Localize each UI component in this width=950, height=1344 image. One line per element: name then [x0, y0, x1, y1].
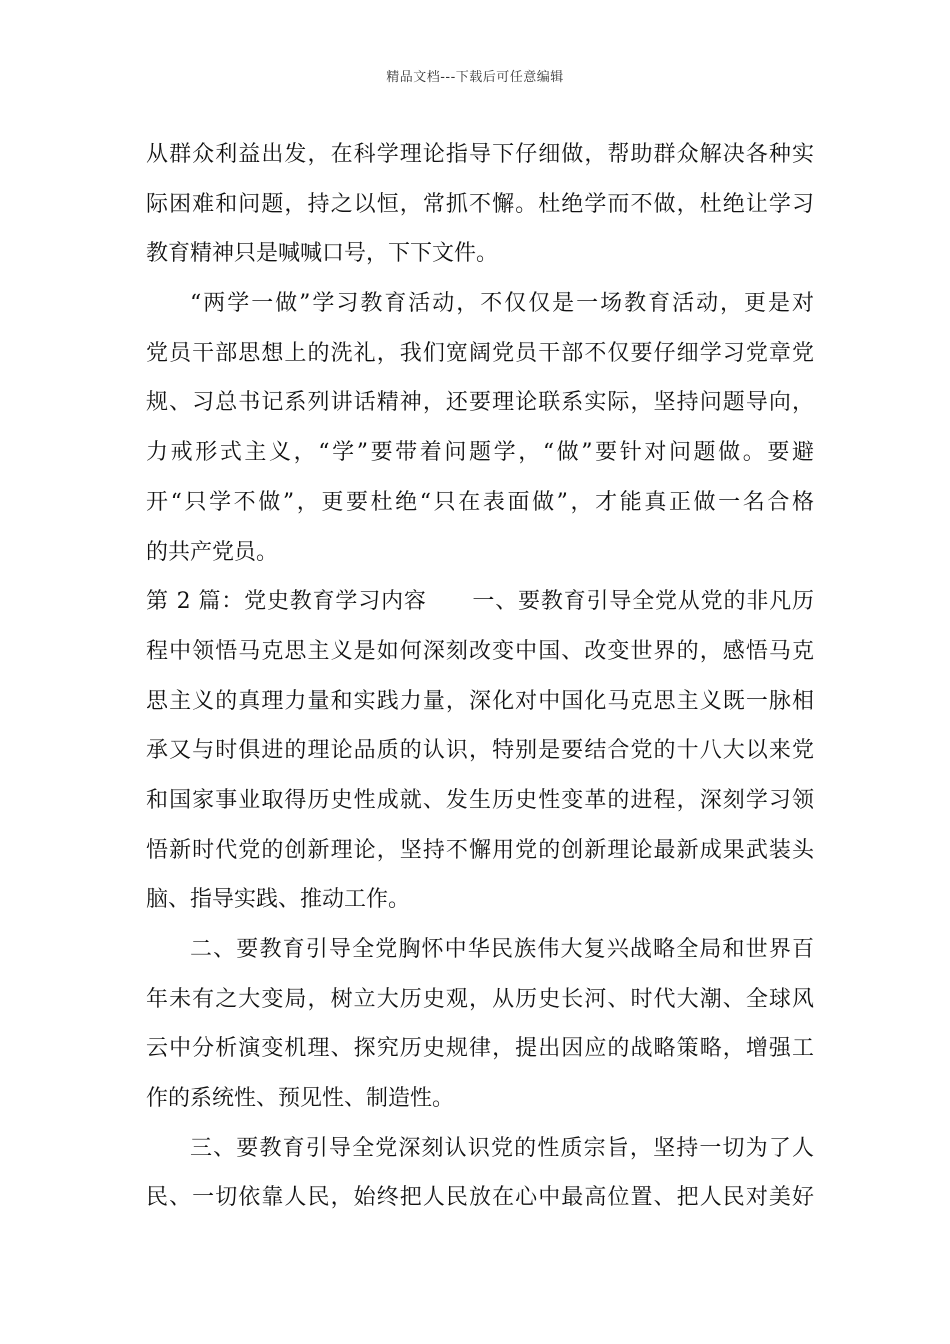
- text-line: 从群众利益出发，在科学理论指导下仔细做，帮助群众解决各种实: [146, 142, 814, 167]
- text-line: 作的系统性、预见性、制造性。: [146, 1086, 455, 1112]
- text-line: 程中领悟马克思主义是如何深刻改变中国、改变世界的，感悟马克: [146, 638, 814, 664]
- text-line: 民、一切依靠人民，始终把人民放在心中最高位置、把人民对美好: [146, 1185, 814, 1211]
- text-line: 开“只学不做”，更要杜绝“只在表面做”，才能真正做一名合格: [146, 489, 814, 515]
- text-line: 思主义的真理力量和实践力量，深化对中国化马克思主义既一脉相: [146, 688, 814, 714]
- text-line: 力戒形式主义，“学”要带着问题学，“做”要针对问题做。要避: [146, 440, 814, 466]
- text-line: 和国家事业取得历史性成就、发生历史性变革的进程，深刻学习领: [146, 787, 814, 813]
- text-line: 承又与时俱进的理论品质的认识，特别是要结合党的十八大以来党: [146, 738, 814, 764]
- page-header: 精品文档---下载后可任意编辑: [386, 70, 564, 85]
- text-line: 的共产党员。: [146, 539, 279, 565]
- text-line: 教育精神只是喊喊口号，下下文件。: [146, 241, 499, 267]
- text-line: 年未有之大变局，树立大历史观，从历史长河、时代大潮、全球风: [146, 986, 814, 1012]
- text-line: 三、要教育引导全党深刻认识党的性质宗旨，坚持一切为了人: [190, 1135, 814, 1161]
- text-line: “两学一做”学习教育活动，不仅仅是一场教育活动，更是对: [190, 291, 814, 317]
- text-line: 二、要教育引导全党胸怀中华民族伟大复兴战略全局和世界百: [190, 937, 814, 962]
- text-line: 党员干部思想上的洗礼，我们宽阔党员干部不仅要仔细学习党章党: [146, 340, 814, 366]
- document-body: [146, 130, 814, 1223]
- text-line: 脑、指导实践、推动工作。: [146, 887, 411, 913]
- text-line: 际困难和问题，持之以恒，常抓不懈。杜绝学而不做，杜绝让学习: [146, 191, 814, 217]
- text-line: 规、习总书记系列讲话精神，还要理论联系实际，坚持问题导向，: [146, 390, 814, 416]
- text-line: 云中分析演变机理、探究历史规律，提出因应的战略策略，增强工: [146, 1036, 814, 1062]
- text-line: 悟新时代党的创新理论，坚持不懈用党的创新理论最新成果武装头: [146, 837, 814, 863]
- section-heading-line: 第 2 篇：党史教育学习内容 一、要教育引导全党从党的非凡历: [146, 589, 814, 615]
